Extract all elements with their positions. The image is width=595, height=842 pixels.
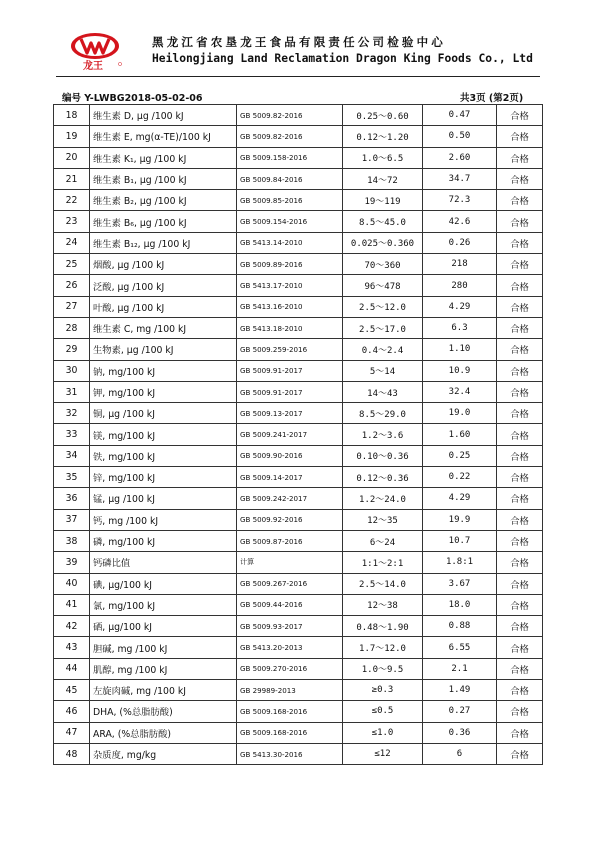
row-number-cell: 48	[54, 743, 90, 764]
standard-limit-cell: 0.10～0.36	[343, 445, 423, 466]
verdict-cell: 合格	[497, 381, 543, 402]
table-row	[54, 701, 543, 722]
row-number-cell: 22	[54, 190, 90, 211]
table-row	[54, 381, 543, 402]
test-item-cell: 烟酸, μg /100 kJ	[90, 254, 237, 275]
standard-limit-cell: ≤0.5	[343, 701, 423, 722]
row-number-cell: 18	[54, 105, 90, 126]
test-item-cell: 铁, mg/100 kJ	[90, 445, 237, 466]
table-row	[54, 339, 543, 360]
test-item-cell: 钠, mg/100 kJ	[90, 360, 237, 381]
test-item-cell: 维生素 D, μg /100 kJ	[90, 105, 237, 126]
row-number-cell: 20	[54, 147, 90, 168]
test-method-cell: GB 5413.20-2013	[237, 637, 343, 658]
test-method-cell: GB 5009.154-2016	[237, 211, 343, 232]
test-item-cell: 维生素 B₁₂, μg /100 kJ	[90, 232, 237, 253]
test-result-cell: 2.1	[423, 658, 497, 679]
test-item-cell: 维生素 B₆, μg /100 kJ	[90, 211, 237, 232]
test-result-cell: 3.67	[423, 573, 497, 594]
verdict-cell: 合格	[497, 552, 543, 573]
test-result-cell: 2.60	[423, 147, 497, 168]
test-method-cell: GB 5009.259-2016	[237, 339, 343, 360]
verdict-cell: 合格	[497, 743, 543, 764]
verdict-cell: 合格	[497, 168, 543, 189]
page-indicator: 共3页 (第2页)	[460, 93, 524, 104]
table-row	[54, 211, 543, 232]
row-number-cell: 28	[54, 317, 90, 338]
table-row	[54, 105, 543, 126]
test-method-cell: GB 5413.30-2016	[237, 743, 343, 764]
test-result-cell: 1.8:1	[423, 552, 497, 573]
test-result-cell: 6.3	[423, 317, 497, 338]
test-item-cell: 钙磷比值	[90, 552, 237, 573]
table-row	[54, 658, 543, 679]
test-result-cell: 0.50	[423, 126, 497, 147]
test-item-cell: 硒, μg/100 kJ	[90, 616, 237, 637]
standard-limit-cell: 1.7～12.0	[343, 637, 423, 658]
standard-limit-cell: ≥0.3	[343, 680, 423, 701]
table-row	[54, 594, 543, 615]
row-number-cell: 35	[54, 467, 90, 488]
test-method-cell: GB 5009.168-2016	[237, 722, 343, 743]
standard-limit-cell: 8.5～45.0	[343, 211, 423, 232]
standard-limit-cell: 0.25～0.60	[343, 105, 423, 126]
standard-limit-cell: 12～38	[343, 594, 423, 615]
test-method-cell: GB 5009.44-2016	[237, 594, 343, 615]
test-result-cell: 0.27	[423, 701, 497, 722]
test-item-cell: 钙, mg /100 kJ	[90, 509, 237, 530]
test-item-cell: 锌, mg/100 kJ	[90, 467, 237, 488]
test-method-cell: GB 5009.87-2016	[237, 530, 343, 551]
verdict-cell: 合格	[497, 637, 543, 658]
verdict-cell: 合格	[497, 105, 543, 126]
row-number-cell: 32	[54, 403, 90, 424]
logo-lettering: 龙王	[83, 61, 103, 71]
test-result-cell: 0.36	[423, 722, 497, 743]
test-method-cell: GB 5009.85-2016	[237, 190, 343, 211]
row-number-cell: 43	[54, 637, 90, 658]
standard-limit-cell: 8.5～29.0	[343, 403, 423, 424]
standard-limit-cell: 14～72	[343, 168, 423, 189]
table-row	[54, 637, 543, 658]
row-number-cell: 40	[54, 573, 90, 594]
verdict-cell: 合格	[497, 275, 543, 296]
row-number-cell: 44	[54, 658, 90, 679]
table-row	[54, 254, 543, 275]
table-row	[54, 467, 543, 488]
test-method-cell: GB 5413.14-2010	[237, 232, 343, 253]
test-item-cell: ARA, (%总脂肪酸)	[90, 722, 237, 743]
company-name-cn: 黑龙江省农垦龙王食品有限责任公司检验中心	[152, 35, 446, 49]
table-row	[54, 445, 543, 466]
table-row	[54, 530, 543, 551]
row-number-cell: 46	[54, 701, 90, 722]
standard-limit-cell: 5～14	[343, 360, 423, 381]
row-number-cell: 38	[54, 530, 90, 551]
test-method-cell: GB 5009.90-2016	[237, 445, 343, 466]
test-method-cell: GB 5009.158-2016	[237, 147, 343, 168]
verdict-cell: 合格	[497, 403, 543, 424]
row-number-cell: 27	[54, 296, 90, 317]
verdict-cell: 合格	[497, 616, 543, 637]
row-number-cell: 34	[54, 445, 90, 466]
verdict-cell: 合格	[497, 190, 543, 211]
header-rule	[56, 76, 540, 77]
row-number-cell: 23	[54, 211, 90, 232]
standard-limit-cell: 0.12～0.36	[343, 467, 423, 488]
verdict-cell: 合格	[497, 147, 543, 168]
standard-limit-cell: 96～478	[343, 275, 423, 296]
verdict-cell: 合格	[497, 424, 543, 445]
test-method-cell: GB 5009.89-2016	[237, 254, 343, 275]
test-method-cell: GB 5009.13-2017	[237, 403, 343, 424]
row-number-cell: 26	[54, 275, 90, 296]
verdict-cell: 合格	[497, 296, 543, 317]
verdict-cell: 合格	[497, 658, 543, 679]
standard-limit-cell: 2.5～12.0	[343, 296, 423, 317]
row-number-cell: 19	[54, 126, 90, 147]
test-item-cell: 生物素, μg /100 kJ	[90, 339, 237, 360]
row-number-cell: 45	[54, 680, 90, 701]
verdict-cell: 合格	[497, 488, 543, 509]
standard-limit-cell: 0.48～1.90	[343, 616, 423, 637]
table-row	[54, 424, 543, 445]
row-number-cell: 41	[54, 594, 90, 615]
test-item-cell: 维生素 B₁, μg /100 kJ	[90, 168, 237, 189]
standard-limit-cell: 0.4～2.4	[343, 339, 423, 360]
test-method-cell: GB 5009.168-2016	[237, 701, 343, 722]
standard-limit-cell: ≤12	[343, 743, 423, 764]
verdict-cell: 合格	[497, 701, 543, 722]
test-result-cell: 1.60	[423, 424, 497, 445]
table-row	[54, 190, 543, 211]
standard-limit-cell: 6～24	[343, 530, 423, 551]
table-row	[54, 317, 543, 338]
standard-limit-cell: 19～119	[343, 190, 423, 211]
document-number: 编号 Y-LWBG2018-05-02-06	[62, 93, 203, 104]
test-item-cell: 钾, mg/100 kJ	[90, 381, 237, 402]
standard-limit-cell: ≤1.0	[343, 722, 423, 743]
test-result-cell: 0.88	[423, 616, 497, 637]
test-method-cell: GB 29989-2013	[237, 680, 343, 701]
test-item-cell: 维生素 K₁, μg /100 kJ	[90, 147, 237, 168]
test-method-cell: GB 5413.18-2010	[237, 317, 343, 338]
row-number-cell: 30	[54, 360, 90, 381]
table-row	[54, 403, 543, 424]
test-item-cell: 磷, mg/100 kJ	[90, 530, 237, 551]
company-name-en: Heilongjiang Land Reclamation Dragon King Foods Co., Ltd	[152, 52, 533, 65]
row-number-cell: 24	[54, 232, 90, 253]
test-result-cell: 0.47	[423, 105, 497, 126]
test-result-cell: 0.22	[423, 467, 497, 488]
standard-limit-cell: 1.2～24.0	[343, 488, 423, 509]
test-result-cell: 218	[423, 254, 497, 275]
test-result-cell: 32.4	[423, 381, 497, 402]
test-item-cell: 维生素 C, mg /100 kJ	[90, 317, 237, 338]
test-method-cell: GB 5009.270-2016	[237, 658, 343, 679]
test-result-cell: 0.26	[423, 232, 497, 253]
test-method-cell: GB 5009.91-2017	[237, 360, 343, 381]
table-row	[54, 147, 543, 168]
test-result-cell: 10.7	[423, 530, 497, 551]
report-header	[62, 31, 542, 71]
test-method-cell: GB 5009.242-2017	[237, 488, 343, 509]
row-number-cell: 36	[54, 488, 90, 509]
test-result-cell: 0.25	[423, 445, 497, 466]
table-row	[54, 743, 543, 764]
row-number-cell: 21	[54, 168, 90, 189]
verdict-cell: 合格	[497, 360, 543, 381]
test-item-cell: 碘, μg/100 kJ	[90, 573, 237, 594]
standard-limit-cell: 0.12～1.20	[343, 126, 423, 147]
test-method-cell: GB 5009.84-2016	[237, 168, 343, 189]
test-method-cell: 计算	[237, 552, 343, 573]
verdict-cell: 合格	[497, 126, 543, 147]
verdict-cell: 合格	[497, 722, 543, 743]
verdict-cell: 合格	[497, 680, 543, 701]
test-method-cell: GB 5009.91-2017	[237, 381, 343, 402]
table-row	[54, 722, 543, 743]
verdict-cell: 合格	[497, 317, 543, 338]
standard-limit-cell: 1:1～2:1	[343, 552, 423, 573]
test-item-cell: 氯, mg/100 kJ	[90, 594, 237, 615]
verdict-cell: 合格	[497, 530, 543, 551]
test-result-cell: 280	[423, 275, 497, 296]
test-method-cell: GB 5009.93-2017	[237, 616, 343, 637]
test-result-cell: 72.3	[423, 190, 497, 211]
test-method-cell: GB 5413.16-2010	[237, 296, 343, 317]
test-result-cell: 1.10	[423, 339, 497, 360]
standard-limit-cell: 12～35	[343, 509, 423, 530]
row-number-cell: 33	[54, 424, 90, 445]
test-method-cell: GB 5009.14-2017	[237, 467, 343, 488]
row-number-cell: 37	[54, 509, 90, 530]
test-item-cell: 铜, μg /100 kJ	[90, 403, 237, 424]
table-row	[54, 573, 543, 594]
table-row	[54, 232, 543, 253]
test-item-cell: 胆碱, mg /100 kJ	[90, 637, 237, 658]
table-row	[54, 360, 543, 381]
test-result-cell: 19.0	[423, 403, 497, 424]
dragon-king-logo	[62, 31, 134, 71]
standard-limit-cell: 1.2～3.6	[343, 424, 423, 445]
table-row	[54, 552, 543, 573]
test-result-cell: 6	[423, 743, 497, 764]
test-item-cell: 杂质度, mg/kg	[90, 743, 237, 764]
standard-limit-cell: 70～360	[343, 254, 423, 275]
test-result-cell: 42.6	[423, 211, 497, 232]
verdict-cell: 合格	[497, 339, 543, 360]
test-item-cell: DHA, (%总脂肪酸)	[90, 701, 237, 722]
verdict-cell: 合格	[497, 509, 543, 530]
table-row	[54, 488, 543, 509]
test-item-cell: 维生素 B₂, μg /100 kJ	[90, 190, 237, 211]
test-method-cell: GB 5009.92-2016	[237, 509, 343, 530]
row-number-cell: 31	[54, 381, 90, 402]
test-item-cell: 叶酸, μg /100 kJ	[90, 296, 237, 317]
verdict-cell: 合格	[497, 232, 543, 253]
table-row	[54, 275, 543, 296]
test-result-cell: 19.9	[423, 509, 497, 530]
test-item-cell: 镁, mg/100 kJ	[90, 424, 237, 445]
row-number-cell: 42	[54, 616, 90, 637]
verdict-cell: 合格	[497, 573, 543, 594]
standard-limit-cell: 2.5～14.0	[343, 573, 423, 594]
table-row	[54, 168, 543, 189]
test-result-cell: 4.29	[423, 296, 497, 317]
row-number-cell: 47	[54, 722, 90, 743]
verdict-cell: 合格	[497, 594, 543, 615]
results-table-body	[54, 105, 543, 765]
standard-limit-cell: 1.0～9.5	[343, 658, 423, 679]
verdict-cell: 合格	[497, 445, 543, 466]
row-number-cell: 25	[54, 254, 90, 275]
test-result-cell: 10.9	[423, 360, 497, 381]
table-row	[54, 296, 543, 317]
test-method-cell: GB 5413.17-2010	[237, 275, 343, 296]
standard-limit-cell: 2.5～17.0	[343, 317, 423, 338]
test-method-cell: GB 5009.82-2016	[237, 126, 343, 147]
table-row	[54, 680, 543, 701]
row-number-cell: 29	[54, 339, 90, 360]
test-method-cell: GB 5009.267-2016	[237, 573, 343, 594]
test-item-cell: 维生素 E, mg(α-TE)/100 kJ	[90, 126, 237, 147]
test-result-cell: 1.49	[423, 680, 497, 701]
verdict-cell: 合格	[497, 467, 543, 488]
row-number-cell: 39	[54, 552, 90, 573]
test-item-cell: 泛酸, μg /100 kJ	[90, 275, 237, 296]
test-result-cell: 18.0	[423, 594, 497, 615]
results-table	[53, 104, 543, 765]
test-result-cell: 4.29	[423, 488, 497, 509]
test-item-cell: 锰, μg /100 kJ	[90, 488, 237, 509]
table-row	[54, 126, 543, 147]
table-row	[54, 509, 543, 530]
test-method-cell: GB 5009.82-2016	[237, 105, 343, 126]
standard-limit-cell: 1.0～6.5	[343, 147, 423, 168]
test-item-cell: 左旋肉碱, mg /100 kJ	[90, 680, 237, 701]
test-method-cell: GB 5009.241-2017	[237, 424, 343, 445]
verdict-cell: 合格	[497, 211, 543, 232]
test-item-cell: 肌醇, mg /100 kJ	[90, 658, 237, 679]
test-result-cell: 6.55	[423, 637, 497, 658]
standard-limit-cell: 0.025～0.360	[343, 232, 423, 253]
verdict-cell: 合格	[497, 254, 543, 275]
test-result-cell: 34.7	[423, 168, 497, 189]
standard-limit-cell: 14～43	[343, 381, 423, 402]
table-row	[54, 616, 543, 637]
